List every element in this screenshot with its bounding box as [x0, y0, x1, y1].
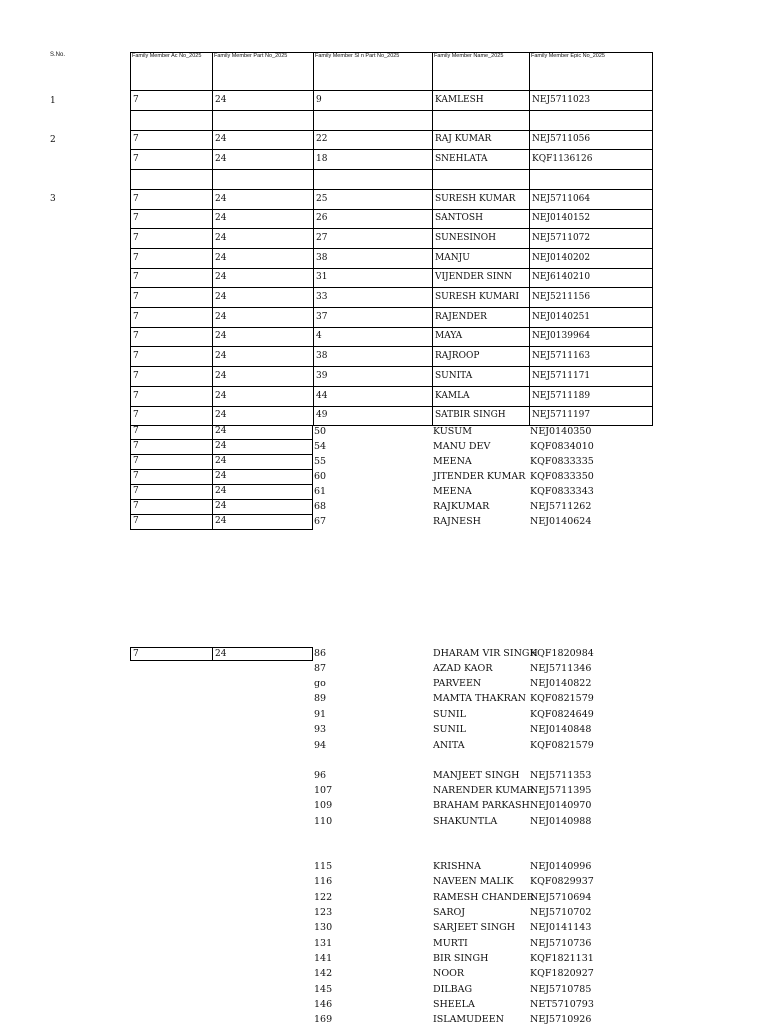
cell-ac: 7	[130, 249, 212, 269]
cell-part: 24	[212, 91, 313, 111]
cell-ac: 7	[130, 268, 212, 288]
cell-name: SURESH KUMARI	[432, 288, 529, 308]
cell-ac: 7	[130, 347, 212, 367]
cell-name: NAVEEN MALIK	[433, 876, 514, 887]
cell-epic: NEJ5710694	[530, 892, 592, 903]
cell-epic	[529, 170, 653, 190]
cell-sl: 54	[314, 441, 327, 452]
cell-sl: 33	[313, 288, 432, 308]
cell-epic: KQF0833350	[530, 471, 594, 482]
cell-epic: NEJ5711171	[529, 367, 653, 387]
cell-ac: 7	[130, 485, 212, 500]
cell-sl: go	[314, 678, 326, 689]
cell-epic: KQF1820927	[530, 968, 594, 979]
cell-epic: KQF0821579	[530, 693, 594, 704]
cell-ac	[130, 111, 212, 131]
cell-sl: 94	[314, 740, 327, 751]
cell-sl: 145	[314, 984, 333, 995]
cell-sl: 68	[314, 501, 327, 512]
cell-name: VIJENDER SINN	[432, 268, 529, 288]
cell-epic: NEJ5711023	[529, 91, 653, 111]
group-sno: 1	[50, 96, 56, 106]
cell-part: 24	[212, 455, 313, 470]
cell-name: SUNESINOH	[432, 229, 529, 249]
cell-part: 24	[212, 268, 313, 288]
cell-name: ANITA	[433, 740, 465, 751]
cell-sl: 91	[314, 709, 327, 720]
cell-sl: 67	[314, 516, 327, 527]
cell-sl: 123	[314, 907, 333, 918]
cell-name: AZAD KAOR	[433, 663, 493, 674]
cell-part: 24	[212, 327, 313, 347]
cell-name: KAMLA	[432, 387, 529, 407]
cell-epic: NEJ5711056	[529, 130, 653, 150]
cell-sl: 107	[314, 785, 333, 796]
cell-ac: 7	[130, 440, 212, 455]
cell-epic: NEJ5711197	[529, 406, 653, 426]
cell-name: RAJENDER	[432, 308, 529, 328]
header-name: Family Member Name_2025	[432, 52, 529, 91]
cell-ac: 7	[130, 455, 212, 470]
cell-sl: 87	[314, 663, 327, 674]
cell-name: SAROJ	[433, 907, 466, 918]
header-sno: S.No.	[50, 52, 66, 58]
cell-sl: 142	[314, 968, 333, 979]
cell-name: NARENDER KUMAR	[433, 785, 534, 796]
cell-epic: KQF1136126	[529, 150, 653, 170]
cell-part: 24	[212, 130, 313, 150]
cell-ac: 7	[130, 425, 212, 440]
cell-sl: 39	[313, 367, 432, 387]
cell-name: MAMTA THAKRAN	[433, 693, 526, 704]
cell-name: SHAKUNTLA	[433, 816, 498, 827]
cell-sl: 115	[314, 861, 333, 872]
cell-name: RAJ KUMAR	[432, 130, 529, 150]
cell-epic: NEJ5711346	[530, 663, 592, 674]
cell-ac: 7	[130, 308, 212, 328]
header-sl: Family Member Sl n Part No_2025	[313, 52, 432, 91]
cell-sl: 50	[314, 426, 327, 437]
cell-ac: 7	[130, 229, 212, 249]
cell-ac: 7	[130, 150, 212, 170]
cell-part: 24	[212, 470, 313, 485]
cell-part: 24	[212, 515, 313, 530]
group-sno: 3	[50, 194, 56, 204]
cell-epic: NEJ5711395	[530, 785, 592, 796]
cell-epic: NEJ0140848	[530, 724, 592, 735]
cell-sl: 61	[314, 486, 327, 497]
cell-name: JITENDER KUMAR	[433, 471, 526, 482]
cell-ac	[130, 170, 212, 190]
cell-sl: 49	[313, 406, 432, 426]
cell-epic: KQF0824649	[530, 709, 594, 720]
cell-epic: NEJ0140822	[530, 678, 592, 689]
cell-name: SUNIL	[433, 709, 466, 720]
cell-part: 24	[212, 308, 313, 328]
cell-epic: NEJ0140251	[529, 308, 653, 328]
cell-name: DHARAM VIR SINGH	[433, 648, 538, 659]
cell-part	[212, 111, 313, 131]
cell-sl: 110	[314, 816, 333, 827]
cell-name: SARJEET SINGH	[433, 922, 516, 933]
cell-sl: 86	[314, 648, 327, 659]
cell-ac: 7	[130, 515, 212, 530]
cell-ac: 7	[130, 470, 212, 485]
cell-epic: NEJ5710785	[530, 984, 592, 995]
cell-sl	[313, 111, 432, 131]
cell-name: ISLAMUDEEN	[433, 1014, 504, 1025]
cell-sl: 38	[313, 347, 432, 367]
cell-sl: 89	[314, 693, 327, 704]
cell-part: 24	[212, 229, 313, 249]
cell-part: 24	[212, 209, 313, 229]
cell-sl: 27	[313, 229, 432, 249]
cell-part: 24	[212, 190, 313, 210]
cell-epic: NEJ6140210	[529, 268, 653, 288]
header-part: Family Member Part No_2025	[212, 52, 313, 91]
cell-part: 24	[212, 367, 313, 387]
cell-epic: NEJ5711353	[530, 770, 592, 781]
cell-ac: 7	[130, 190, 212, 210]
cell-name: MEENA	[433, 486, 472, 497]
cell-part: 24	[212, 425, 313, 440]
cell-epic: KQF0833343	[530, 486, 594, 497]
cell-name: KUSUM	[433, 426, 473, 437]
cell-name: MANJU	[432, 249, 529, 269]
cell-name: MANU DEV	[433, 441, 491, 452]
cell-part: 24	[212, 647, 313, 661]
cell-name: SUNIL	[433, 724, 466, 735]
cell-sl: 31	[313, 268, 432, 288]
cell-epic: NEJ0140152	[529, 209, 653, 229]
cell-epic	[529, 111, 653, 131]
cell-name: SNEHLATA	[432, 150, 529, 170]
cell-epic: NEJ5711072	[529, 229, 653, 249]
cell-name: KAMLESH	[432, 91, 529, 111]
cell-name: SUNITA	[432, 367, 529, 387]
cell-epic: KQF1821131	[530, 953, 594, 964]
cell-ac: 7	[130, 367, 212, 387]
cell-name: KRISHNA	[433, 861, 481, 872]
cell-sl: 4	[313, 327, 432, 347]
cell-epic: NEJ5710736	[530, 938, 592, 949]
cell-epic: NEJ0140624	[530, 516, 592, 527]
cell-name: SHEELA	[433, 999, 475, 1010]
cell-name: SURESH KUMAR	[432, 190, 529, 210]
cell-sl: 141	[314, 953, 333, 964]
cell-epic: NEJ5211156	[529, 288, 653, 308]
cell-sl: 9	[313, 91, 432, 111]
cell-epic: KQF0821579	[530, 740, 594, 751]
cell-name: NOOR	[433, 968, 465, 979]
cell-sl: 169	[314, 1014, 333, 1025]
cell-epic: NEJ0140988	[530, 816, 592, 827]
cell-name: RAJROOP	[432, 347, 529, 367]
cell-epic: NEJ0141143	[530, 922, 592, 933]
cell-epic: NEJ5711189	[529, 387, 653, 407]
cell-name: MAYA	[432, 327, 529, 347]
cell-name: RAJKUMAR	[433, 501, 490, 512]
cell-epic: NEJ0140350	[530, 426, 592, 437]
cell-sl: 131	[314, 938, 333, 949]
cell-sl: 146	[314, 999, 333, 1010]
cell-part: 24	[212, 249, 313, 269]
cell-sl: 37	[313, 308, 432, 328]
cell-epic: NEJ5711262	[530, 501, 592, 512]
cell-part: 24	[212, 500, 313, 515]
cell-name: SANTOSH	[432, 209, 529, 229]
cell-epic: NEJ5711163	[529, 347, 653, 367]
cell-epic: NEJ5711064	[529, 190, 653, 210]
cell-sl: 44	[313, 387, 432, 407]
cell-sl: 18	[313, 150, 432, 170]
cell-name: SATBIR SINGH	[432, 406, 529, 426]
cell-part: 24	[212, 387, 313, 407]
cell-sl: 116	[314, 876, 333, 887]
cell-sl: 25	[313, 190, 432, 210]
cell-ac: 7	[130, 647, 212, 661]
cell-name: PARVEEN	[433, 678, 482, 689]
cell-sl: 55	[314, 456, 327, 467]
cell-ac: 7	[130, 406, 212, 426]
cell-ac: 7	[130, 209, 212, 229]
cell-sl: 60	[314, 471, 327, 482]
cell-sl: 130	[314, 922, 333, 933]
cell-ac: 7	[130, 130, 212, 150]
cell-name: MANJEET SINGH	[433, 770, 520, 781]
cell-name	[432, 111, 529, 131]
cell-name	[432, 170, 529, 190]
cell-name: DILBAG	[433, 984, 473, 995]
cell-part	[212, 170, 313, 190]
cell-name: RAMESH CHANDER	[433, 892, 534, 903]
cell-name: MURTI	[433, 938, 468, 949]
cell-epic: KQF1820984	[530, 648, 594, 659]
cell-epic: KQF0833335	[530, 456, 594, 467]
cell-sl: 122	[314, 892, 333, 903]
group-sno: 2	[50, 135, 56, 145]
cell-epic: NEJ5710702	[530, 907, 592, 918]
cell-name: BRAHAM PARKASH	[433, 800, 530, 811]
cell-part: 24	[212, 150, 313, 170]
cell-epic: NEJ0140970	[530, 800, 592, 811]
cell-ac: 7	[130, 500, 212, 515]
cell-epic: NEJ0140202	[529, 249, 653, 269]
cell-part: 24	[212, 440, 313, 455]
cell-name: MEENA	[433, 456, 472, 467]
header-epic: Family Member Epic No_2025	[529, 52, 653, 91]
cell-epic: NEJ0139964	[529, 327, 653, 347]
cell-ac: 7	[130, 91, 212, 111]
cell-sl: 93	[314, 724, 327, 735]
cell-sl: 26	[313, 209, 432, 229]
cell-epic: KQF0829937	[530, 876, 594, 887]
cell-epic: NET5710793	[530, 999, 594, 1010]
cell-epic: NEJ5710926	[530, 1014, 592, 1025]
cell-sl: 109	[314, 800, 333, 811]
cell-part: 24	[212, 406, 313, 426]
cell-epic: KQF0834010	[530, 441, 594, 452]
cell-part: 24	[212, 485, 313, 500]
header-ac: Family Member Ac No_2025	[130, 52, 212, 91]
cell-sl: 96	[314, 770, 327, 781]
cell-part: 24	[212, 288, 313, 308]
cell-sl: 38	[313, 249, 432, 269]
cell-ac: 7	[130, 387, 212, 407]
cell-name: RAJNESH	[433, 516, 481, 527]
cell-ac: 7	[130, 327, 212, 347]
cell-ac: 7	[130, 288, 212, 308]
cell-sl	[313, 170, 432, 190]
cell-epic: NEJ0140996	[530, 861, 592, 872]
cell-sl: 22	[313, 130, 432, 150]
cell-name: BIR SINGH	[433, 953, 489, 964]
cell-part: 24	[212, 347, 313, 367]
